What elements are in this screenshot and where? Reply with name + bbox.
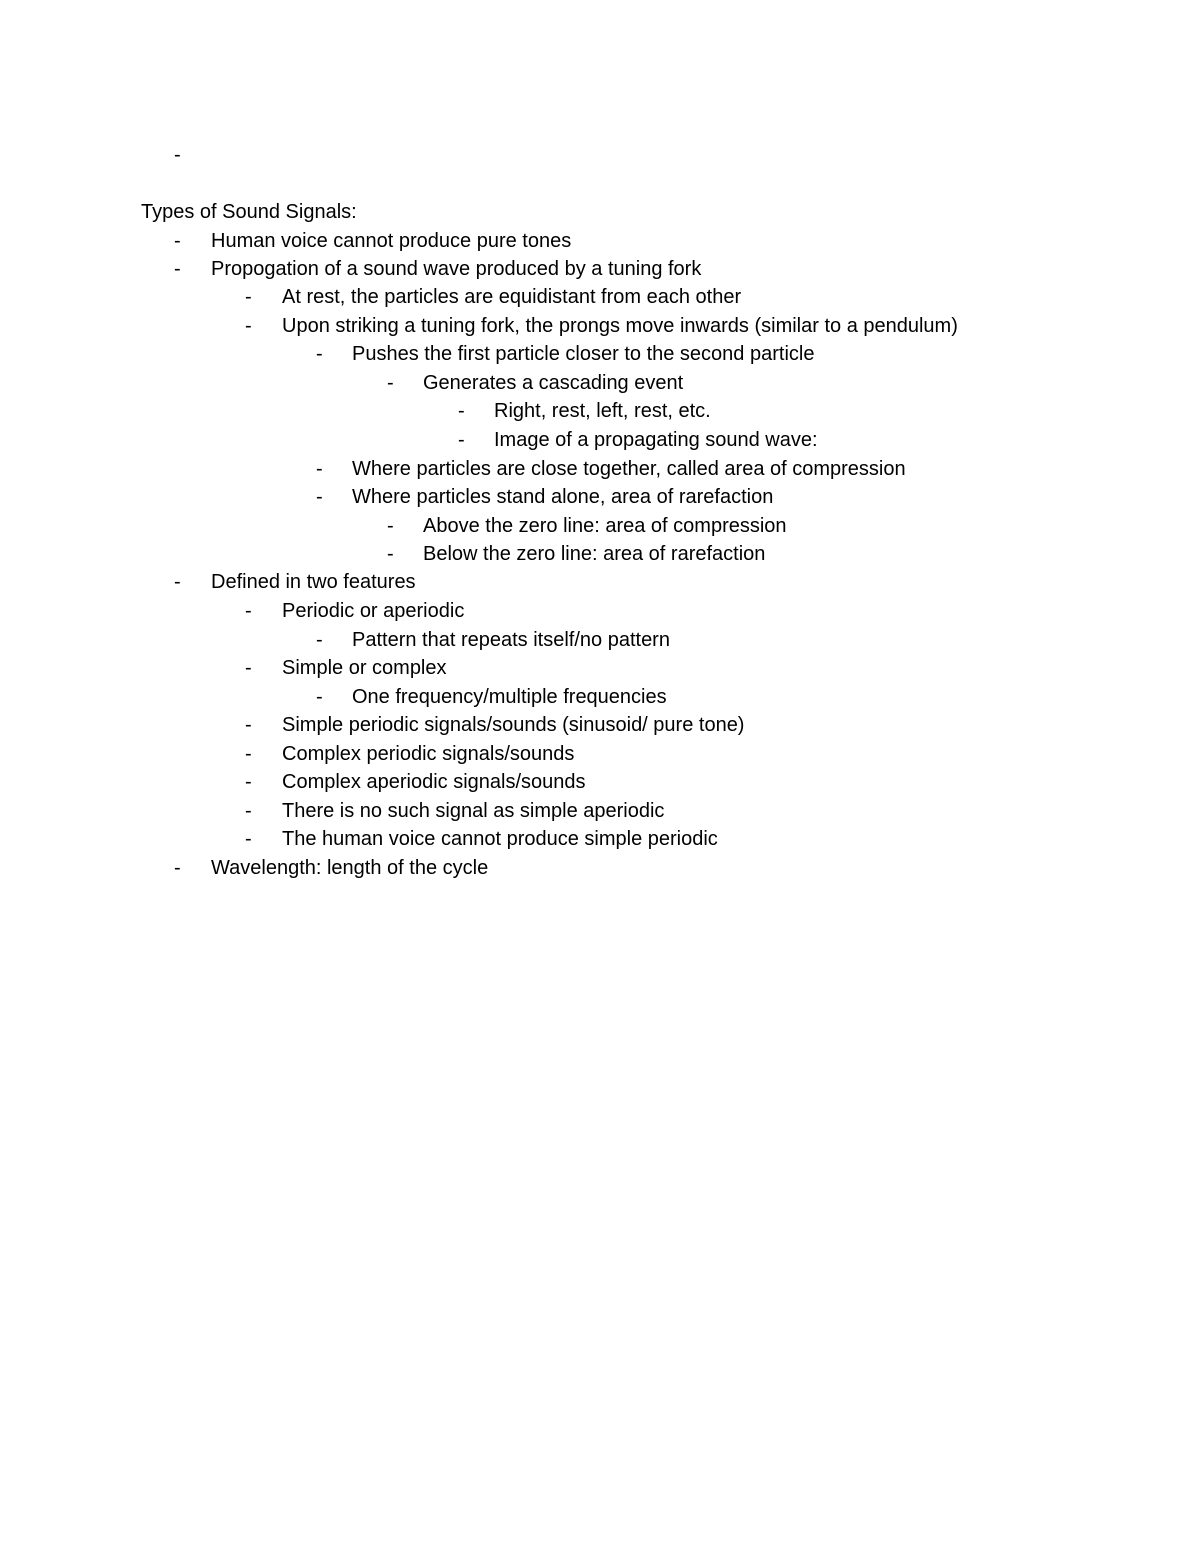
list-bullet: -: [316, 486, 323, 508]
list-bullet: -: [174, 258, 181, 280]
list-item: Upon striking a tuning fork, the prongs move inwards (similar to a pendulum): [282, 315, 958, 337]
list-item: Propogation of a sound wave produced by a tuning fork: [211, 258, 702, 280]
list-bullet: -: [245, 286, 252, 308]
list-bullet: -: [174, 144, 181, 166]
list-bullet: -: [245, 315, 252, 337]
section-heading: Types of Sound Signals:: [141, 201, 357, 223]
list-bullet: -: [316, 343, 323, 365]
list-bullet: -: [245, 828, 252, 850]
list-bullet: -: [174, 857, 181, 879]
list-bullet: -: [245, 600, 252, 622]
list-item: Simple periodic signals/sounds (sinusoid/ pure tone): [282, 714, 745, 736]
list-item: Right, rest, left, rest, etc.: [494, 400, 711, 422]
list-item: Complex aperiodic signals/sounds: [282, 771, 586, 793]
list-item: Image of a propagating sound wave:: [494, 429, 818, 451]
list-bullet: -: [387, 372, 394, 394]
list-item: Complex periodic signals/sounds: [282, 743, 575, 765]
list-bullet: -: [387, 515, 394, 537]
list-item: Where particles are close together, called area of compression: [352, 458, 906, 480]
list-bullet: -: [245, 771, 252, 793]
list-item: There is no such signal as simple aperiodic: [282, 800, 665, 822]
list-bullet: -: [316, 458, 323, 480]
list-item: Human voice cannot produce pure tones: [211, 230, 572, 252]
list-item: At rest, the particles are equidistant from each other: [282, 286, 742, 308]
list-item: Generates a cascading event: [423, 372, 684, 394]
list-item: Above the zero line: area of compression: [423, 515, 787, 537]
list-item: Below the zero line: area of rarefaction: [423, 543, 766, 565]
list-item: Pattern that repeats itself/no pattern: [352, 629, 670, 651]
list-bullet: -: [174, 230, 181, 252]
list-item: Where particles stand alone, area of rarefaction: [352, 486, 774, 508]
list-item: The human voice cannot produce simple periodic: [282, 828, 718, 850]
list-bullet: -: [316, 686, 323, 708]
list-item: Simple or complex: [282, 657, 447, 679]
list-bullet: -: [316, 629, 323, 651]
list-item: Defined in two features: [211, 571, 416, 593]
list-bullet: -: [174, 571, 181, 593]
list-item: Pushes the first particle closer to the second particle: [352, 343, 815, 365]
list-item: Periodic or aperiodic: [282, 600, 465, 622]
list-item: One frequency/multiple frequencies: [352, 686, 667, 708]
list-bullet: -: [245, 800, 252, 822]
list-bullet: -: [458, 400, 465, 422]
list-item: Wavelength: length of the cycle: [211, 857, 489, 879]
list-bullet: -: [387, 543, 394, 565]
list-bullet: -: [458, 429, 465, 451]
list-bullet: -: [245, 743, 252, 765]
list-bullet: -: [245, 657, 252, 679]
list-bullet: -: [245, 714, 252, 736]
